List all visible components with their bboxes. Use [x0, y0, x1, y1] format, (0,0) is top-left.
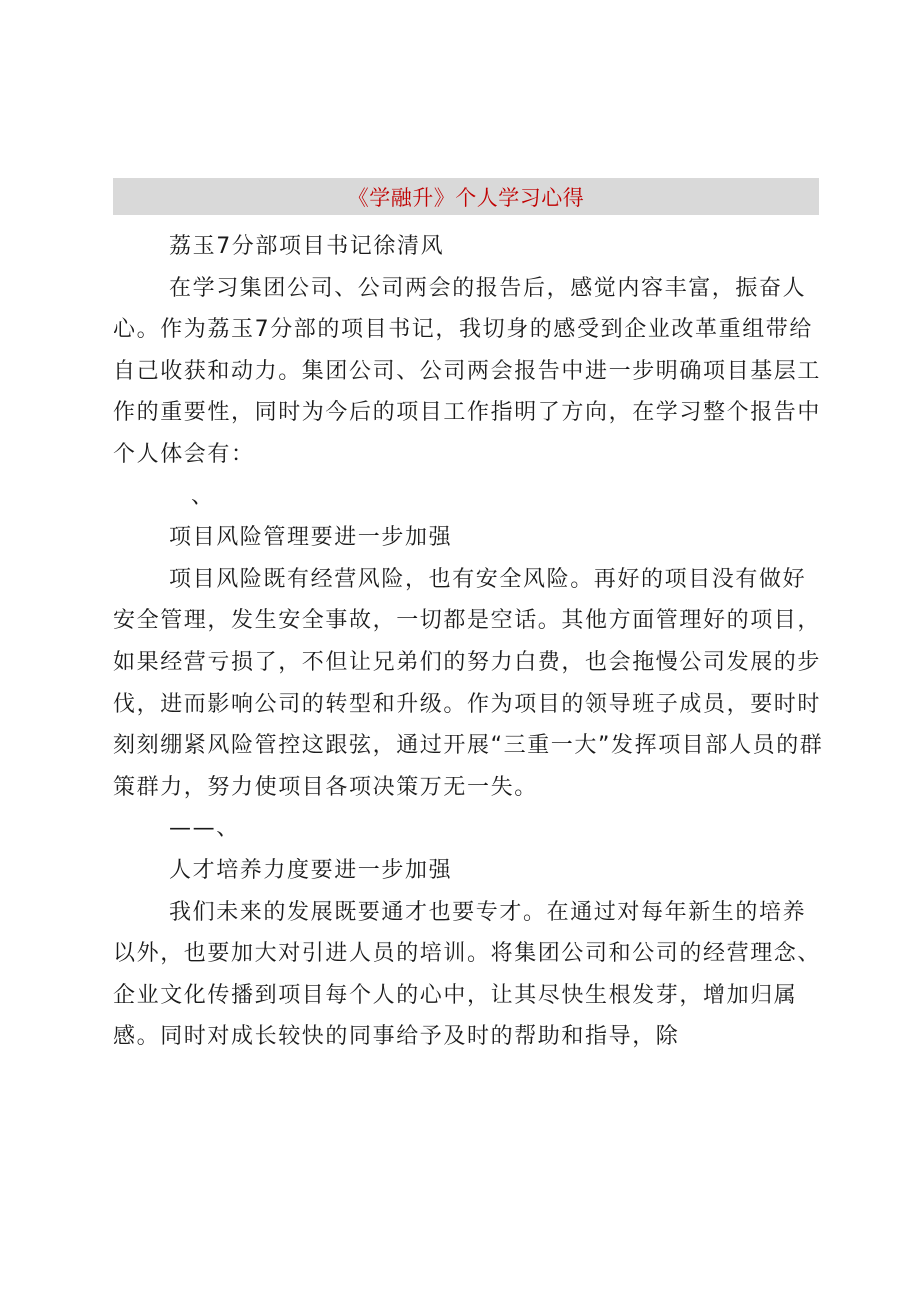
- document-title: 《学融升》个人学习心得: [347, 185, 585, 210]
- section-1-heading: 项目风险管理要进一步加强: [169, 525, 453, 551]
- section-2-marker: ——、: [169, 816, 240, 842]
- section-2-body: 我们未来的发展既要通才也要专才。在通过对每年新生的培养以外，也要加大对引进人员的培训。将集团公司和公司的经营理念、企业文化传播到项目每个人的心中，让其尽快生根发芽，增加归属感。同时对成长较快的同事给予及时的帮助和指导，除: [113, 899, 822, 1050]
- author-line: 荔玉7分部项目书记徐清风: [169, 234, 445, 259]
- section-2-heading: 人才培养力度要进一步加强: [169, 857, 453, 883]
- document-body: [113, 226, 825, 1058]
- title-banner: [113, 178, 819, 215]
- section-1-marker: 、: [191, 483, 215, 509]
- intro-paragraph: 在学习集团公司、公司两会的报告后，感觉内容丰富，振奋人心。作为荔玉7分部的项目书记，我切身的感受到企业改革重组带给自己收获和动力。集团公司、公司两会报告中进一步明确项目基层工作的重要性，同时为今后的项目工作指明了方向，在学习整个报告中个人体会有：: [113, 275, 822, 467]
- section-1-body: 项目风险既有经营风险，也有安全风险。再好的项目没有做好安全管理，发生安全事故，一切都是空话。其他方面管理好的项目，如果经营亏损了，不但让兄弟们的努力白费，也会拖慢公司发展的步伐，进而影响公司的转型和升级。作为项目的领导班子成员，要时时刻刻绷紧风险管控这跟弦，通过开展“三重一大”发挥项目部人员的群策群力，努力使项目各项决策万无一失。: [113, 566, 824, 800]
